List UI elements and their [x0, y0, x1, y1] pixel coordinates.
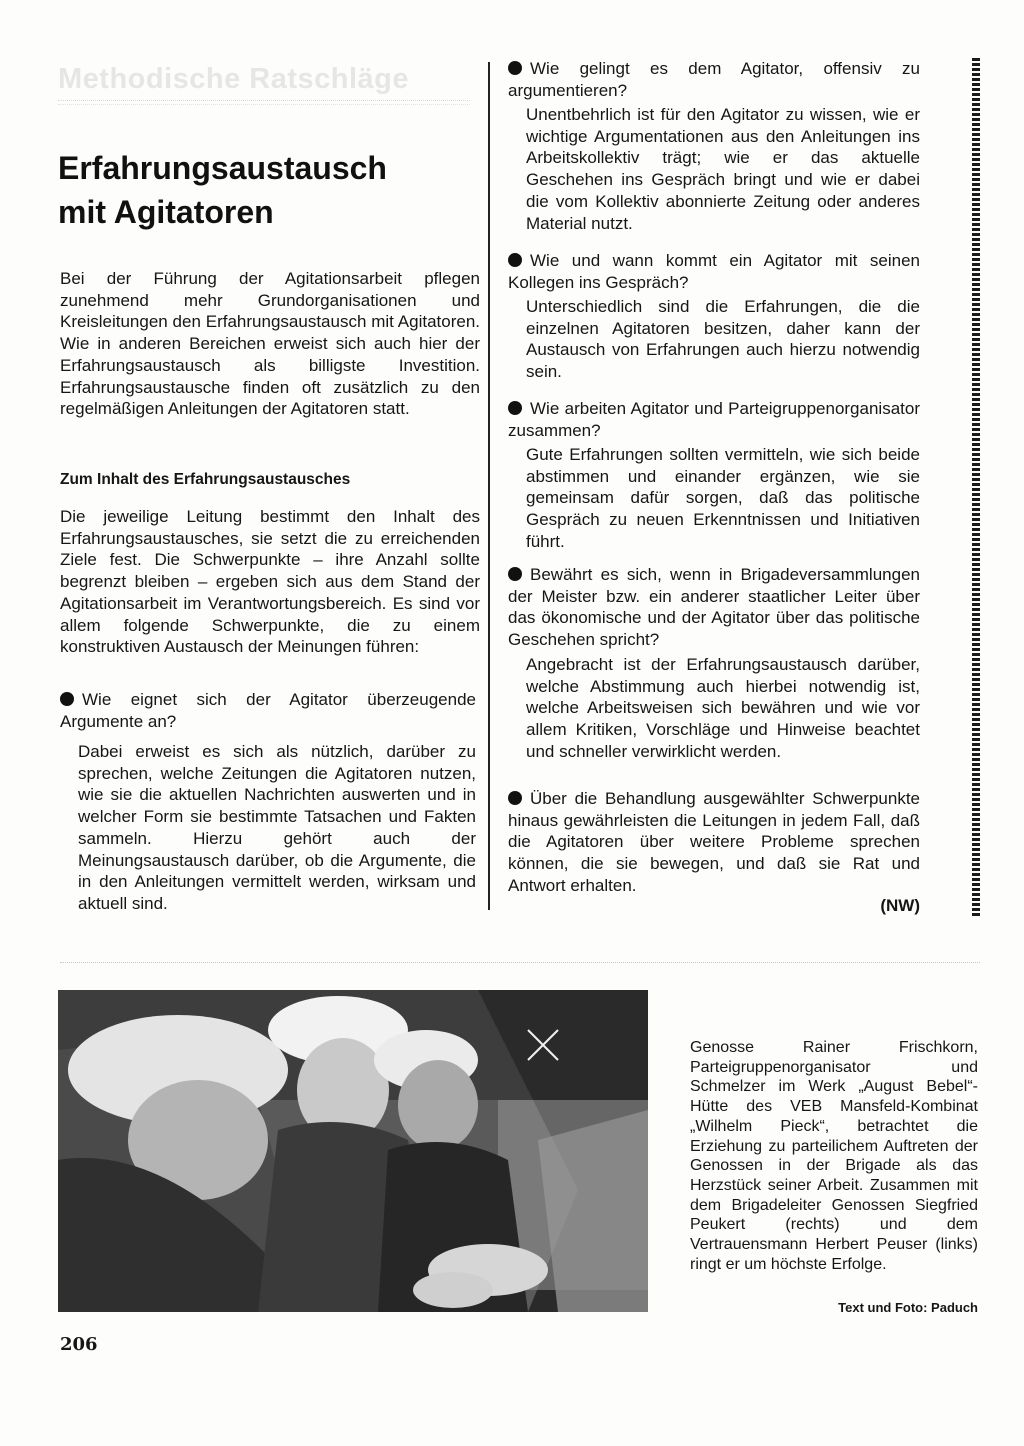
page-number: 206: [60, 1334, 98, 1355]
question-3-text: Wie und wann kommt ein Agitator mit seinen Kollegen ins Gespräch?: [508, 251, 920, 292]
bullet-icon: [508, 61, 522, 75]
question-4: [508, 398, 920, 441]
column-divider: [488, 62, 490, 910]
question-6-text: Über die Behandlung ausgewählter Schwerpunkte hinaus gewährleisten die Leitungen in jedem Fall, daß die Agitatoren über weitere Probleme sprechen können, die sie bewegen, und daß sie Rat und Antwort erhalten.: [508, 789, 920, 895]
question-5-text: Bewährt es sich, wenn in Brigadeversammlungen der Meister bzw. ein anderer staatlicher Leiter über das ökonomische und der Agitator über das politische Geschehen spricht?: [508, 565, 920, 650]
bullet-icon: [508, 567, 522, 581]
section-label-rule: [58, 100, 470, 105]
photo-credit: Text und Foto: Paduch: [838, 1300, 978, 1315]
section-label: Methodische Ratschläge: [58, 63, 410, 95]
answer-2: Unentbehrlich ist für den Agitator zu wissen, wie er wichtige Argumentationen aus den Anleitungen ins Arbeitskollektiv trägt; wie er das aktuelle Geschehen ins Gespräch bringt und wie er dabei die vom Kollektiv abonnierte Zeitung oder anderes Material nutzt.: [526, 105, 920, 233]
question-2: [508, 58, 920, 101]
body-paragraph: Die jeweilige Leitung bestimmt den Inhalt des Erfahrungsaustausches, sie setzt die zu erreichenden Ziele fest. Die Schwerpunkte – ihre Anzahl sollte begrenzt bleiben – ergeben sich aus dem Stand der Agitationsarbeit im Verantwortungsbereich. Es sind vor allem folgende Schwerpunkte, die zu einem konstruktiven Austausch der Meinungen führen:: [60, 507, 480, 657]
question-1: [60, 689, 476, 732]
lead-paragraph: Bei der Führung der Agitationsarbeit pflegen zunehmend mehr Grundorganisationen und Kreisleitungen den Erfahrungsaustausch mit Agitatoren. Wie in anderen Bereichen erweist sich auch hier der Erfahrungsaustausch als billigste Investition. Erfahrungsaustausche finden oft zusätzlich zu den regelmäßigen Anleitungen der Agitatoren statt.: [60, 269, 480, 419]
question-2-text: Wie gelingt es dem Agitator, offensiv zu argumentieren?: [508, 59, 920, 100]
photo-three-workers: [58, 990, 648, 1312]
question-4-text: Wie arbeiten Agitator und Parteigruppenorganisator zusammen?: [508, 399, 920, 440]
subheading: Zum Inhalt des Erfahrungsaustausches: [60, 471, 351, 488]
answer-5: Angebracht ist der Erfahrungsaustausch darüber, welche Abstimmung auch hierbei notwendig ist, welche Arbeitsweisen sich bewähren und wie vor allem Kritiken, Vorschläge und Hinweise beachtet und schneller verwirklicht werden.: [526, 655, 920, 761]
photo-caption: Genosse Rainer Frischkorn, Parteigruppenorganisator und Schmelzer im Werk „August Bebel“-Hütte des VEB Mansfeld-Kombinat „Wilhelm Pieck“, betrachtet die Erziehung zu parteilichem Auftreten der Genossen in der Brigade als das Herzstück seiner Arbeit. Zusammen mit dem Brigadeleiter Genossen Siegfried Peukert (rechts) und dem Vertrauensmann Herbert Peuser (links) ringt er um höchste Erfolge.: [690, 1039, 978, 1273]
margin-dash-strip: [972, 58, 980, 916]
question-6: [508, 788, 920, 897]
headline-line-2: mit Agitatoren: [58, 194, 274, 230]
photo-illustration: [58, 990, 648, 1312]
bullet-icon: [60, 692, 74, 706]
answer-1: Dabei erweist es sich als nützlich, darüber zu sprechen, welche Zeitungen die Agitatoren nutzen, wie sie die aktuellen Nachrichten auswerten und in welcher Form sie bestimmte Tatsachen und Fakten sammeln. Hierzu gehört auch der Meinungsaustausch darüber, ob die Argumente, die in den Anleitungen vermittelt werden, wirksam und aktuell sind.: [78, 742, 476, 913]
author-signature: (NW): [880, 896, 920, 915]
question-3: [508, 250, 920, 293]
answer-4: Gute Erfahrungen sollten vermitteln, wie sich beide abstimmen und einander ergänzen, wie sie gemeinsam dafür sorgen, daß das politische Gespräch zu neuen Erkenntnissen und Initiativen führt.: [526, 445, 920, 551]
answer-3: Unterschiedlich sind die Erfahrungen, die die einzelnen Agitatoren besitzen, daher kann der Austausch von Erfahrungen auch hierzu notwendig sein.: [526, 297, 920, 382]
bullet-icon: [508, 791, 522, 805]
headline-line-1: Erfahrungsaustausch: [58, 150, 387, 186]
question-5: [508, 564, 920, 651]
bullet-icon: [508, 253, 522, 267]
bullet-icon: [508, 401, 522, 415]
headline: [58, 146, 478, 234]
question-1-text: Wie eignet sich der Agitator überzeugende Argumente an?: [60, 690, 476, 731]
section-divider: [60, 962, 980, 965]
